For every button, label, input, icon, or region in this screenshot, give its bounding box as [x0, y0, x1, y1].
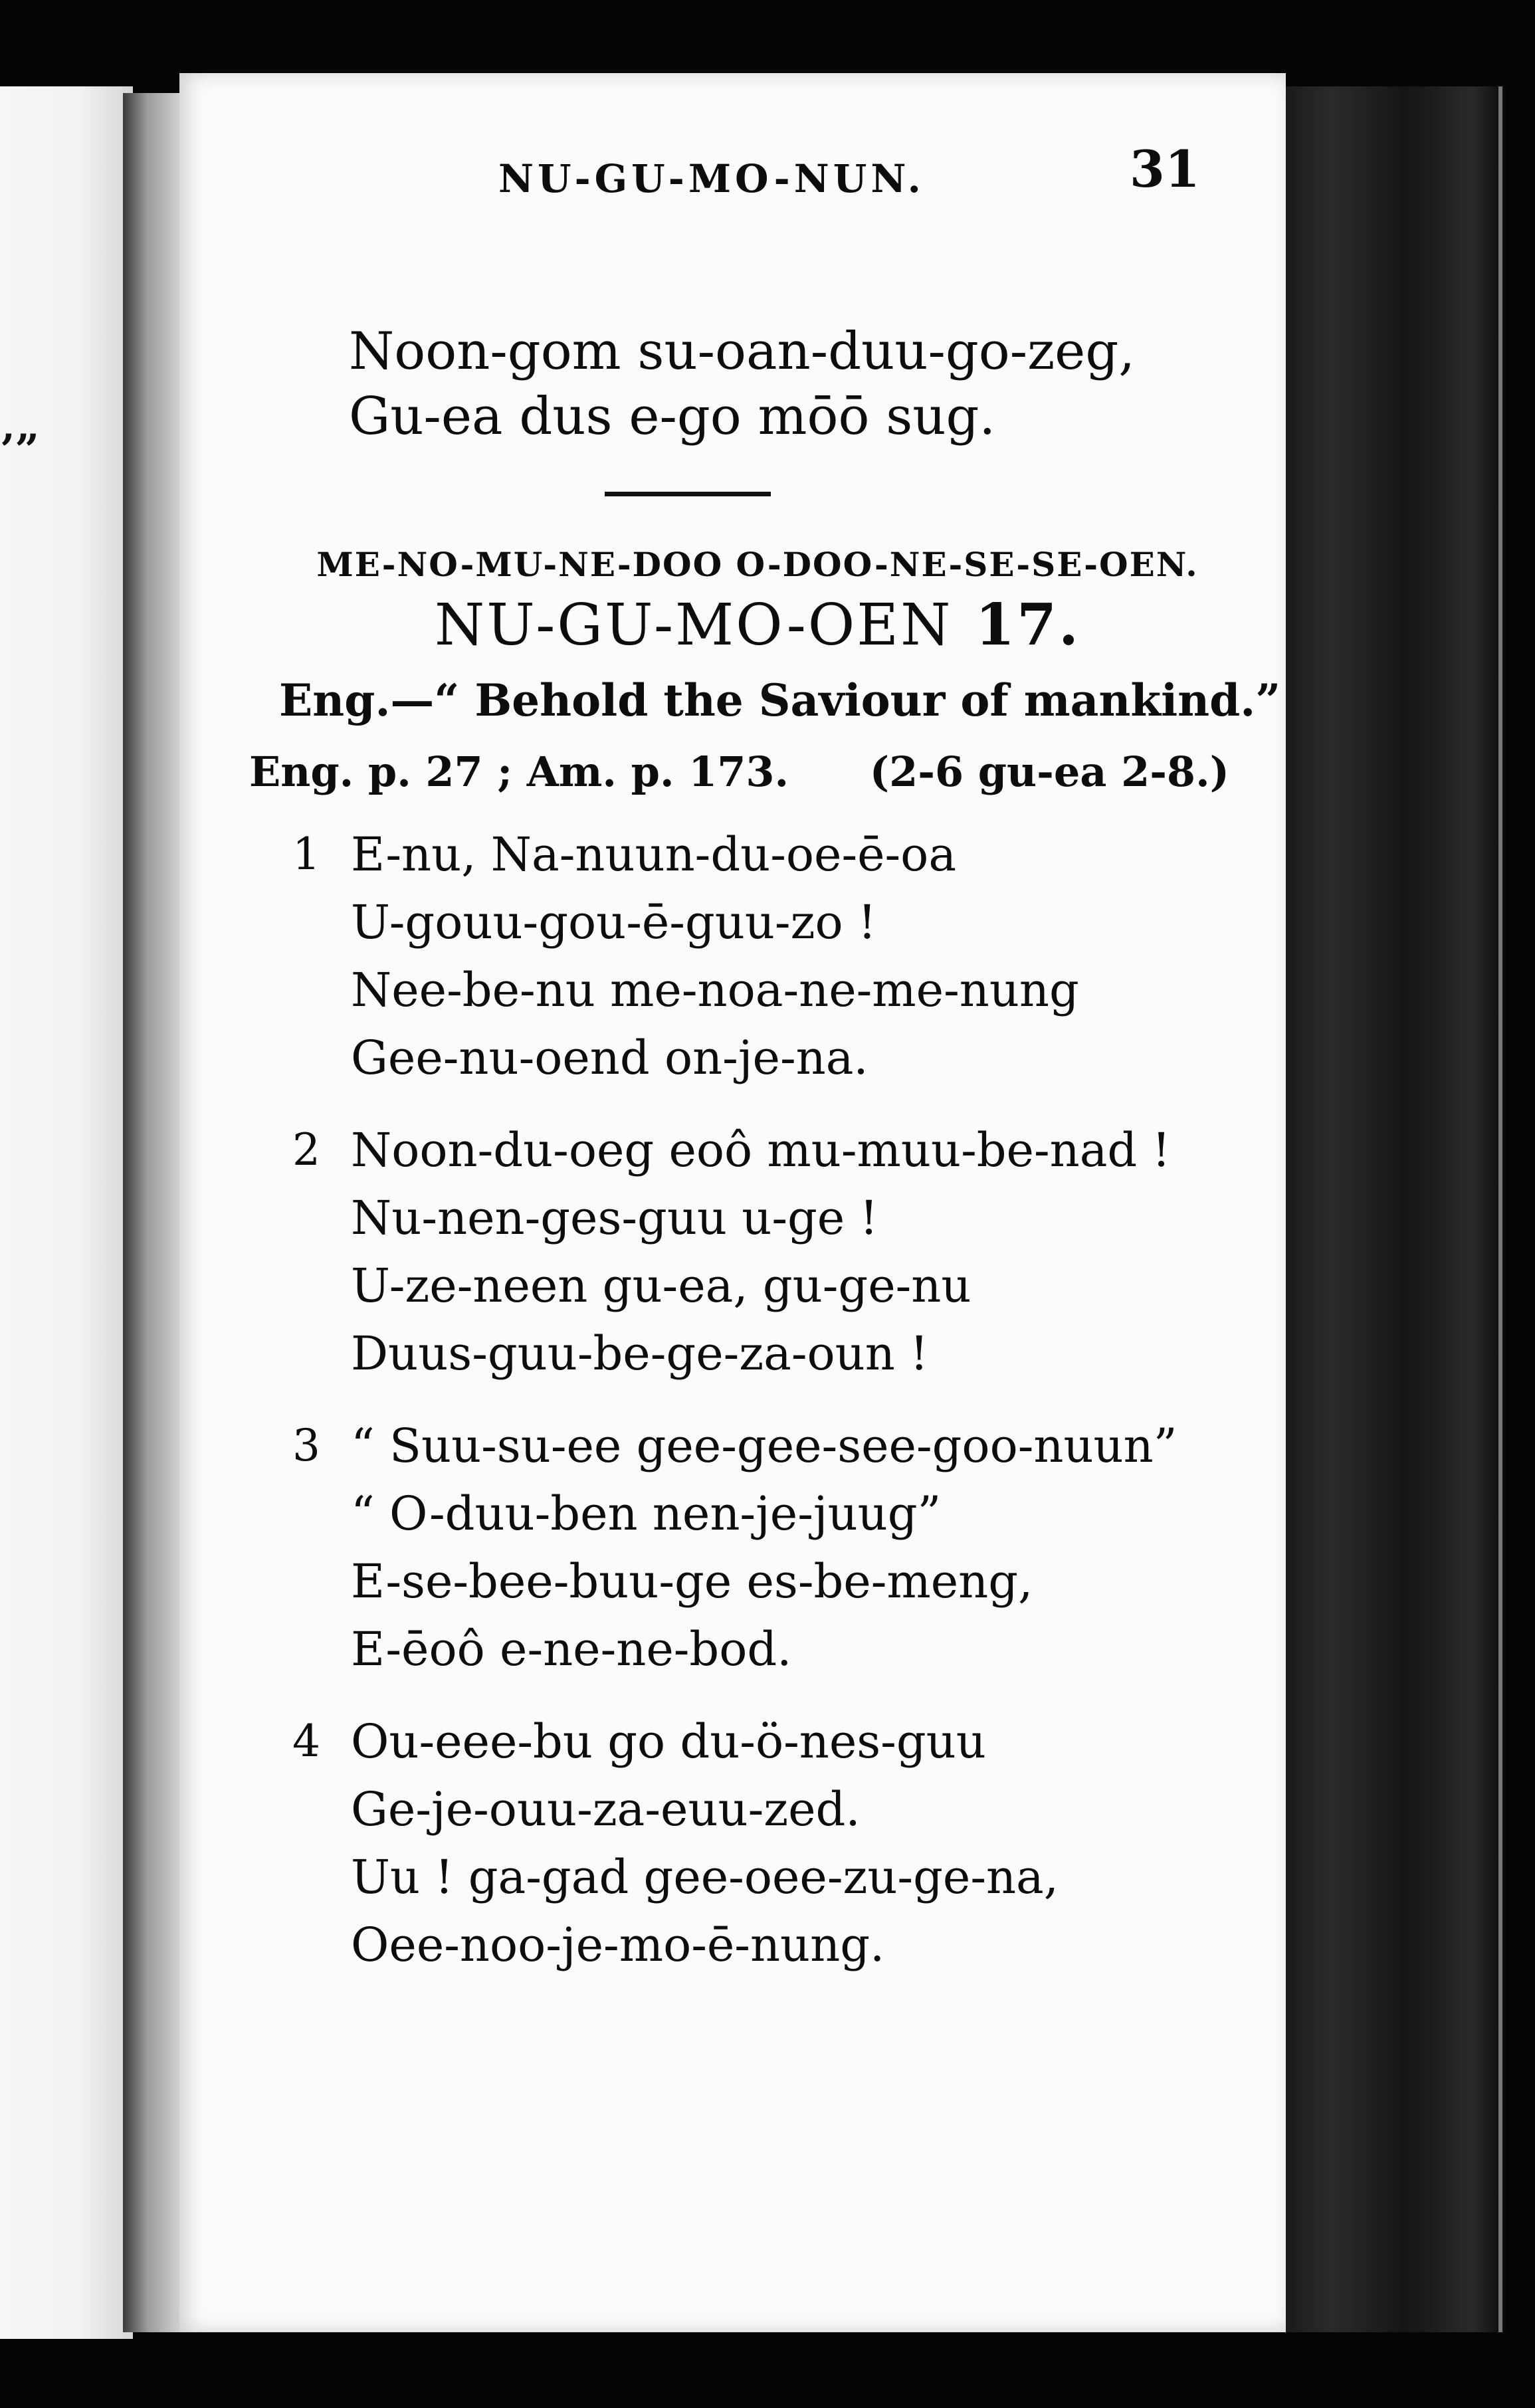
book-references: Eng. p. 27 ; Am. p. 173.: [249, 748, 789, 796]
section-divider: [605, 492, 771, 496]
verse-line: Duus-guu-be-ge-za-oun !: [351, 1326, 929, 1381]
verse: [292, 1708, 1059, 1979]
verse-line: Uu ! ga-gad gee-oee-zu-ge-na,: [351, 1850, 1059, 1904]
hymn-title-text: NU-GU-MO-OEN: [435, 592, 953, 658]
hymn-title: [272, 591, 1243, 658]
book-edge: [1286, 86, 1505, 2332]
verse: [292, 1116, 1171, 1387]
carry-over-line: Noon-gom su-oan-duu-go-zeg,: [349, 322, 1136, 381]
carry-over-verse: [349, 319, 1135, 449]
verse-line: U-gouu-gou-ē-guu-zo !: [351, 895, 876, 950]
verse-line: Ou-eee-bu go du-ö-nes-guu: [351, 1714, 986, 1769]
verse-line: Gee-nu-oend on-je-na.: [351, 1031, 869, 1085]
edge-line: [1498, 86, 1502, 2332]
verse-line: Noon-du-oeg eoô mu-muu-be-nad !: [351, 1123, 1171, 1177]
verse-number: 2: [292, 1124, 320, 1175]
verse-line: E-se-bee-buu-ge es-be-meng,: [351, 1554, 1033, 1609]
verse-line: Nee-be-nu me-noa-ne-me-nung: [351, 963, 1079, 1017]
running-title: NU-GU-MO-NUN.: [498, 156, 925, 201]
book-page: [179, 73, 1286, 2332]
carry-over-line: Gu-ea dus e-go mōō sug.: [349, 387, 996, 447]
verse-number: 4: [292, 1716, 320, 1767]
hymn-number: 17.: [975, 591, 1080, 658]
verse: [292, 1412, 1177, 1683]
verse-line: E-nu, Na-nuun-du-oe-ē-oa: [351, 827, 957, 882]
verse: [292, 821, 1079, 1092]
verse-line: Nu-nen-ges-guu u-ge !: [351, 1191, 878, 1245]
verse-line: U-ze-neen gu-ea, gu-ge-nu: [351, 1258, 972, 1313]
verse-line: Oee-noo-je-mo-ē-nung.: [351, 1918, 885, 1972]
facing-page: [0, 86, 133, 2339]
facing-page-fragment: ’”: [0, 425, 40, 475]
english-reference: Eng.—“ Behold the Saviour of mankind.”: [279, 674, 1281, 726]
verse-number: 1: [292, 829, 320, 880]
verse-line: E-ēoô e-ne-ne-bod.: [351, 1622, 792, 1676]
verse-number: 3: [292, 1420, 320, 1471]
tune-heading: ME-NO-MU-NE-DOO O-DOO-NE-SE-SE-OEN.: [316, 545, 1199, 584]
verse-line: Ge-je-ouu-za-euu-zed.: [351, 1782, 861, 1837]
verse-line: “ O-duu-ben nen-je-juug”: [351, 1486, 942, 1541]
page-number: 31: [1130, 140, 1200, 199]
verse-line: “ Suu-su-ee gee-gee-see-goo-nuun”: [351, 1419, 1177, 1473]
meter: (2-6 gu-ea 2-8.): [869, 748, 1229, 796]
